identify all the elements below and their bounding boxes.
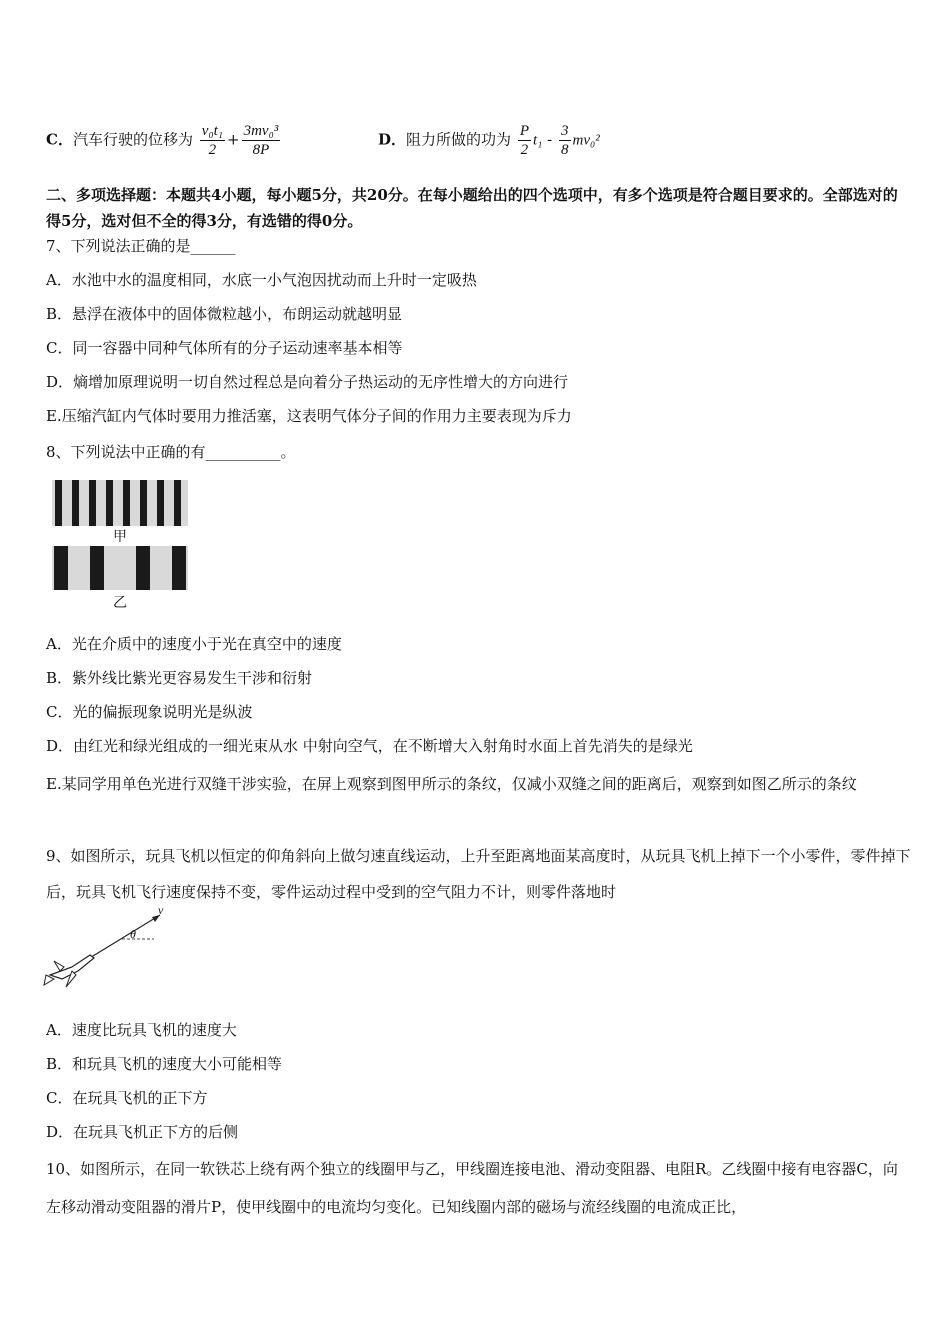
figure-label-yi: 乙 xyxy=(113,595,127,611)
q6-d-minus: - xyxy=(547,130,553,149)
q8-option-e: E.某同学用单色光进行双缝干涉实验，在屏上观察到图甲所示的条纹，仅减小双缝之间的距离后，观察到如图乙所示的条纹 xyxy=(46,775,857,793)
fringe-pattern-yi xyxy=(52,546,188,590)
toy-airplane-figure xyxy=(42,905,172,995)
q6-option-d-text: 阻力所做的功为 xyxy=(406,130,512,149)
q6-c-fraction-1: $\frac{\text{v₀t₁}}{2}$ xyxy=(201,123,224,158)
q10-stem: 10、如图所示，在同一软铁芯上绕有两个独立的线圈甲与乙，甲线圈连接电池、滑动变阻器、电阻R。乙线圈中接有电容器C，向左移动滑动变阻器的滑片P，使甲线圈中的电流均匀变化。已知线圈内部的磁场与流经线圈的电流成正比， xyxy=(46,1160,898,1216)
q6-d-fraction-2: $\frac{3}{8}$ xyxy=(561,123,569,158)
q8-option-d: D．由红光和绿光组成的一细光束从水 中射向空气，在不断增大入射角时水面上首先消失的是绿光 xyxy=(46,737,693,755)
q6-option-d-label: D． xyxy=(378,130,407,149)
q9-stem: 9、如图所示，玩具飞机以恒定的仰角斜向上做匀速直线运动，上升至距离地面某高度时，从玩具飞机上掉下一个小零件，零件掉下后，玩具飞机飞行速度保持不变，零件运动过程中受到的空气阻力不计，则零件落地时 xyxy=(46,847,911,901)
q7-option-b: B．悬浮在液体中的固体微粒越小，布朗运动就越明显 xyxy=(46,305,403,323)
q6-c-plus: + xyxy=(227,130,240,149)
q7-stem: 7、下列说法正确的是______ xyxy=(46,237,236,255)
q6-option-c-label: C． xyxy=(46,130,73,149)
q9-option-d: D．在玩具飞机正下方的后侧 xyxy=(46,1123,239,1141)
section2-heading: 二、多项选择题：本题共4小题，每小题5分，共20分。在每小题给出的四个选项中，有多个选项是符合题目要求的。全部选对的得5分，选对但不全的得3分，有选错的得0分。 xyxy=(46,186,898,230)
q8-option-a: A．光在介质中的速度小于光在真空中的速度 xyxy=(46,635,342,653)
q7-option-a: A．水池中水的温度相同，水底一小气泡因扰动而上升时一定吸热 xyxy=(46,271,477,289)
q6-option-c-text: 汽车行驶的位移为 xyxy=(72,130,193,149)
q7-option-c: C．同一容器中同种气体所有的分子运动速率基本相等 xyxy=(46,339,403,357)
q6-option-d xyxy=(378,122,600,159)
q6-option-c xyxy=(46,122,282,159)
q8-stem: 8、下列说法中正确的有__________。 xyxy=(46,443,296,461)
q6-d-fraction-1: $\frac{P}{2}$ xyxy=(519,123,529,158)
q7-option-d: D．熵增加原理说明一切自然过程总是向着分子热运动的无序性增大的方向进行 xyxy=(46,373,569,391)
fringe-pattern-jia xyxy=(52,480,188,526)
figure-label-jia: 甲 xyxy=(113,529,127,545)
angle-label: θ xyxy=(130,927,136,941)
q7-option-e: E.压缩汽缸内气体时要用力推活塞，这表明气体分子间的作用力主要表现为斥力 xyxy=(46,407,572,425)
q6-d-tail: mv₀² xyxy=(572,132,600,149)
q9-option-b: B．和玩具飞机的速度大小可能相等 xyxy=(46,1055,283,1073)
velocity-label: v xyxy=(158,903,164,917)
q8-option-c: C．光的偏振现象说明光是纵波 xyxy=(46,703,253,721)
q8-option-b: B．紫外线比紫光更容易发生干涉和衍射 xyxy=(46,669,313,687)
q6-c-fraction-2: $\frac{\text{3mv₀³}}{8P}$ xyxy=(243,123,279,158)
q6-d-t: t₁ xyxy=(532,132,543,149)
q9-option-c: C．在玩具飞机的正下方 xyxy=(46,1089,208,1107)
q9-option-a: A．速度比玩具飞机的速度大 xyxy=(46,1021,237,1039)
